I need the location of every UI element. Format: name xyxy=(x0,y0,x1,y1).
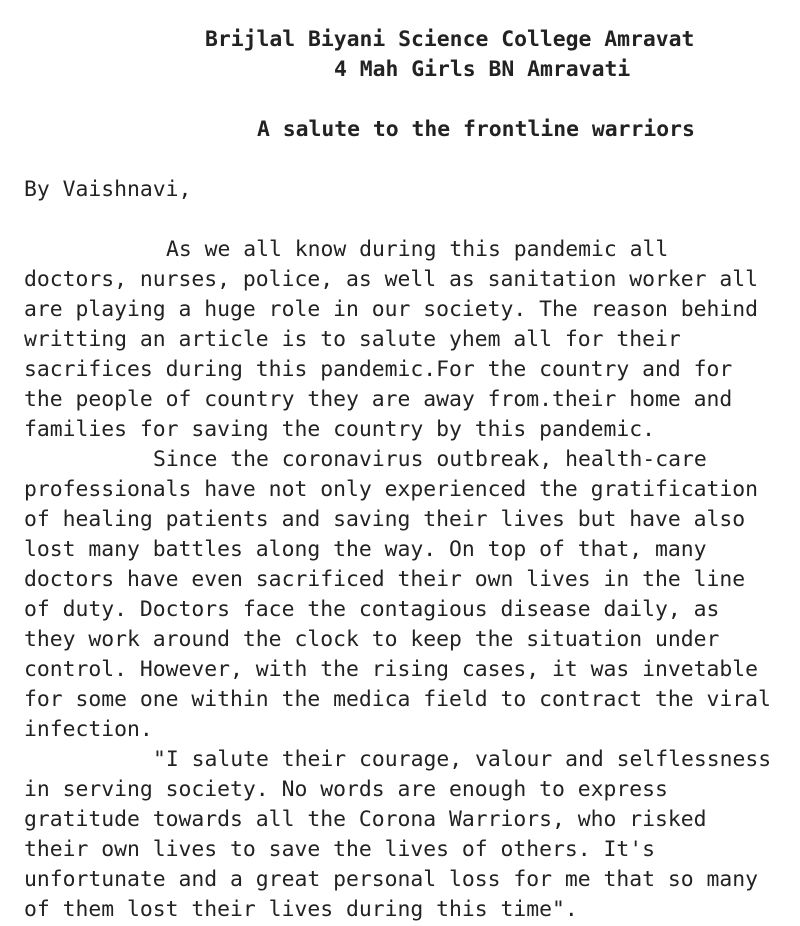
paragraph-line: families for saving the country by this pandemic. xyxy=(24,417,656,442)
spacer xyxy=(24,145,794,175)
paragraph-line: their own lives to save the lives of others. It's xyxy=(24,837,656,862)
paragraph-line: writting an article is to salute yhem all for their xyxy=(24,327,681,352)
paragraph-line: As we all know during this pandemic all xyxy=(166,237,669,262)
paragraph-line: gratitude towards all the Corona Warriors, who risked xyxy=(24,807,707,832)
paragraph-line: unfortunate and a great personal loss for me that so many xyxy=(24,867,759,892)
paragraph-line: of duty. Doctors face the contagious disease daily, as xyxy=(24,597,720,622)
byline: By Vaishnavi, xyxy=(24,177,192,202)
paragraph-line: lost many battles along the way. On top of that, many xyxy=(24,537,707,562)
paragraph-line: for some one within the medica field to contract the viral xyxy=(24,687,771,712)
unit-name-heading: 4 Mah Girls BN Amravati xyxy=(334,57,631,82)
paragraph-line: control. However, with the rising cases, it was invetable xyxy=(24,657,759,682)
paragraph-line: are playing a huge role in our society. The reason behind xyxy=(24,297,759,322)
paragraph-line: infection. xyxy=(24,717,153,742)
article-title: A salute to the frontline warriors xyxy=(257,117,695,142)
paragraph-line: doctors have even sacrificed their own lives in the line xyxy=(24,567,746,592)
paragraph-line: they work around the clock to keep the situation under xyxy=(24,627,720,652)
paragraph-3 xyxy=(24,745,794,925)
spacer xyxy=(24,85,794,115)
paragraph-line: doctors, nurses, police, as well as sanitation worker all xyxy=(24,267,759,292)
paragraph-2 xyxy=(24,445,794,745)
paragraph-line: of healing patients and saving their lives but have also xyxy=(24,507,746,532)
paragraph-line: Since the coronavirus outbreak, health-care xyxy=(153,447,707,472)
paragraph-line: professionals have not only experienced the gratification xyxy=(24,477,759,502)
paragraph-line: the people of country they are away from.their home and xyxy=(24,387,733,412)
paragraph-1 xyxy=(24,235,794,445)
paragraph-line: of them lost their lives during this time". xyxy=(24,897,578,922)
spacer xyxy=(24,205,794,235)
college-name-heading: Brijlal Biyani Science College Amravat xyxy=(205,27,695,52)
paragraph-line: "I salute their courage, valour and selflessness xyxy=(153,747,772,772)
document xyxy=(24,25,794,925)
paragraph-line: sacrifices during this pandemic.For the country and for xyxy=(24,357,733,382)
paragraph-line: in serving society. No words are enough to express xyxy=(24,777,668,802)
